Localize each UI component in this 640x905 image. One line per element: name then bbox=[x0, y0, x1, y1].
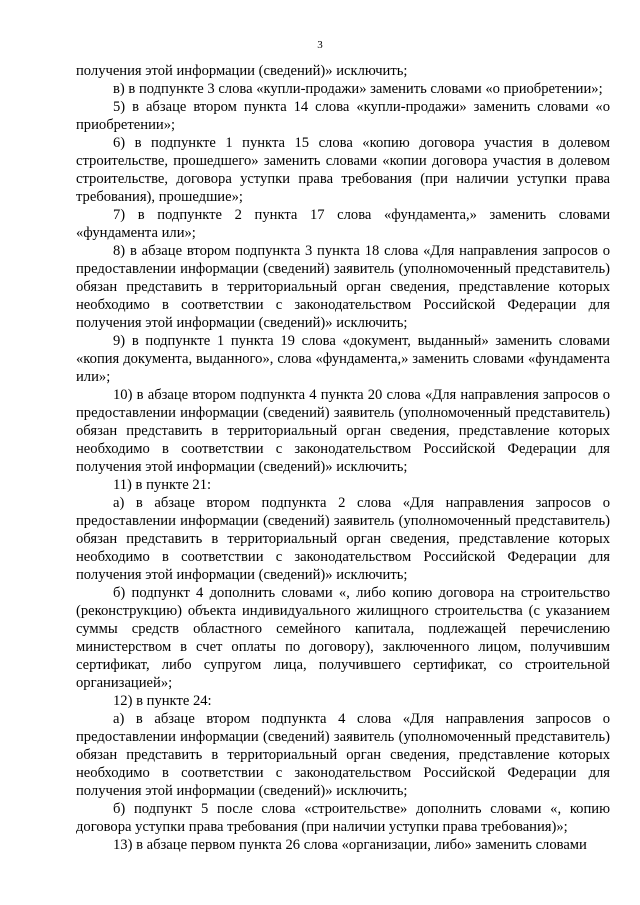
paragraph-item-7: 7) в подпункте 2 пункта 17 слова «фундамента,» заменить словами «фундамента или»; bbox=[76, 207, 610, 241]
paragraph-item-4c: в) в подпункте 3 слова «купли-продажи» заменить словами «о приобретении»; bbox=[113, 81, 603, 97]
paragraph-item-11: 11) в пункте 21: bbox=[113, 477, 212, 493]
paragraph-item-10: 10) в абзаце втором подпункта 4 пункта 20 слова «Для направления запросов о предоставлении информации (сведений) заявитель (уполномоченный представитель) обязан представить в территориальный орган сведения, представление которых необходимо в соответствии с законодательством Российской Федерации для получения этой информации (сведений)» исключить; bbox=[76, 387, 610, 475]
paragraph-item-11b: б) подпункт 4 дополнить словами «, либо копию договора на строительство (реконструкцию) объекта индивидуального жилищного строительства (с указанием суммы средств областного семейного капитала, подлежащей перечислению министерством в счет оплаты по договору), заключенного лицом, получившим сертификат, либо супругом лица, получившего сертификат, со строительной организацией»; bbox=[76, 585, 610, 691]
paragraph-item-8: 8) в абзаце втором подпункта 3 пункта 18 слова «Для направления запросов о предоставлении информации (сведений) заявитель (уполномоченный представитель) обязан представить в территориальный орган сведения, представление которых необходимо в соответствии с законодательством Российской Федерации для получения этой информации (сведений)» исключить; bbox=[76, 243, 610, 331]
paragraph-item-12b: б) подпункт 5 после слова «строительстве» дополнить словами «, копию договора уступки права требования (при наличии уступки права требования)»; bbox=[76, 801, 610, 835]
paragraph-item-13: 13) в абзаце первом пункта 26 слова «организации, либо» заменить словами bbox=[113, 837, 587, 853]
paragraph-item-6: 6) в подпункте 1 пункта 15 слова «копию договора участия в долевом строительстве, прошедшего» заменить словами «копии договора участия в долевом строительстве, договора уступки права требования (при наличии уступки права требования), прошедшие»; bbox=[76, 135, 610, 205]
paragraph-item-9: 9) в подпункте 1 пункта 19 слова «документ, выданный» заменить словами «копия документа, выданного», слова «фундамента,» заменить словами «фундамента или»; bbox=[76, 333, 610, 385]
paragraph-item-11a: а) в абзаце втором подпункта 2 слова «Для направления запросов о предоставлении информации (сведений) заявитель (уполномоченный представитель) обязан представить в территориальный орган сведения, представление которых необходимо в соответствии с законодательством Российской Федерации для получения этой информации (сведений)» исключить; bbox=[76, 495, 610, 583]
page-number: 3 bbox=[317, 39, 323, 51]
paragraph-continuation: получения этой информации (сведений)» исключить; bbox=[76, 63, 408, 79]
document-body bbox=[76, 62, 610, 854]
paragraph-item-12a: а) в абзаце втором подпункта 4 слова «Для направления запросов о предоставлении информации (сведений) заявитель (уполномоченный представитель) обязан представить в территориальный орган сведения, представление которых необходимо в соответствии с законодательством Российской Федерации для получения этой информации (сведений)» исключить; bbox=[76, 711, 610, 799]
paragraph-item-5: 5) в абзаце втором пункта 14 слова «купли-продажи» заменить словами «о приобретении»; bbox=[76, 99, 610, 133]
paragraph-item-12: 12) в пункте 24: bbox=[113, 693, 212, 709]
